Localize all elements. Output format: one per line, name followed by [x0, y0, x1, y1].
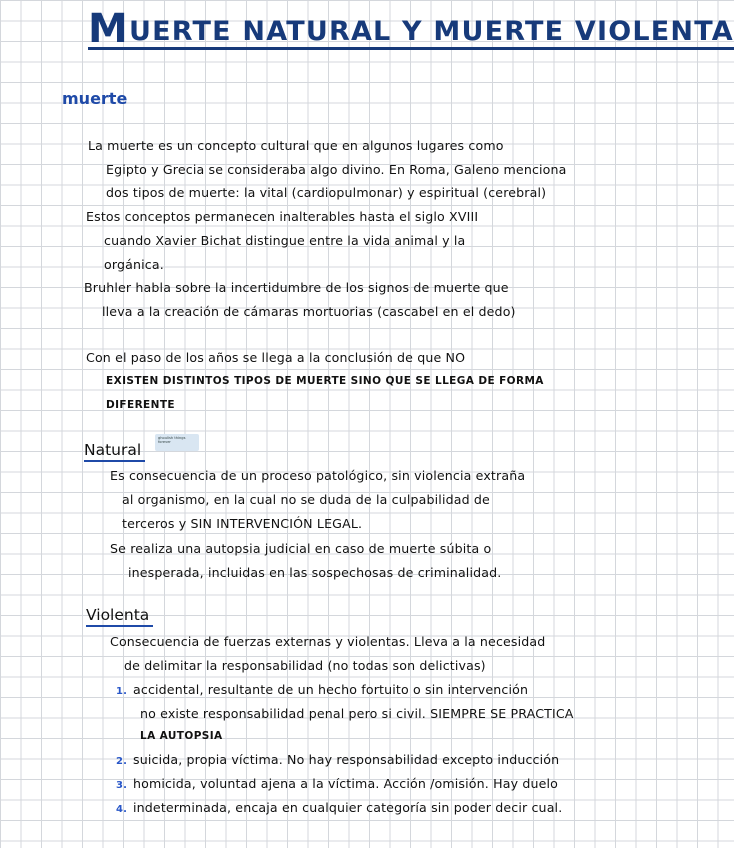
intro-line: La muerte es un concepto cultural que en algunos lugares como — [88, 138, 504, 153]
intro-line: orgánica. — [104, 257, 164, 272]
list-number: 3. — [116, 780, 128, 791]
conclusion-line-caps: EXISTEN DISTINTOS TIPOS DE MUERTE SINO QUE SE LLEGA DE FORMA — [106, 375, 544, 387]
intro-line: Egipto y Grecia se consideraba algo divino. En Roma, Galeno menciona — [106, 162, 567, 177]
heading-muerte: muerte — [62, 89, 128, 108]
violenta-list-item: 3. homicida, voluntad ajena a la víctima. Acción /omisión. Hay duelo — [116, 772, 558, 797]
intro-line: Bruhler habla sobre la incertidumbre de los signos de muerte que — [84, 280, 509, 295]
violenta-list-continuation: LA AUTOPSIA — [140, 730, 223, 742]
conclusion-line: Con el paso de los años se llega a la conclusión de que NO — [86, 350, 466, 365]
intro-line: Estos conceptos permanecen inalterables hasta el siglo XVIII — [86, 209, 479, 224]
natural-line: terceros y SIN INTERVENCIÓN LEGAL. — [122, 516, 363, 531]
natural-line: Se realiza una autopsia judicial en caso de muerte súbita o — [110, 541, 492, 556]
violenta-list-item: 1. accidental, resultante de un hecho fortuito o sin intervención — [116, 678, 528, 703]
page-title: MUERTE NATURAL Y MUERTE VIOLENTA — [88, 6, 734, 52]
intro-line: lleva a la creación de cámaras mortuorias (cascabel en el dedo) — [102, 304, 516, 319]
violenta-list-item: 4. indeterminada, encaja en cualquier categoría sin poder decir cual. — [116, 796, 562, 821]
sticker-image: ghoulish things forever — [155, 434, 199, 451]
list-number: 2. — [116, 756, 128, 767]
intro-line: cuando Xavier Bichat distingue entre la vida animal y la — [104, 233, 466, 248]
natural-line: al organismo, en la cual no se duda de la culpabilidad de — [122, 492, 490, 507]
violenta-list-continuation: no existe responsabilidad penal pero si civil. SIEMPRE SE PRACTICA — [140, 706, 574, 721]
violenta-line: Consecuencia de fuerzas externas y violentas. Lleva a la necesidad — [110, 634, 546, 649]
natural-line: Es consecuencia de un proceso patológico, sin violencia extraña — [110, 468, 526, 483]
natural-line: inesperada, incluidas en las sospechosas de criminalidad. — [128, 565, 502, 580]
conclusion-line-caps: DIFERENTE — [106, 399, 175, 411]
violenta-list-item: 2. suicida, propia víctima. No hay responsabilidad excepto inducción — [116, 748, 559, 773]
section-heading-natural: Natural — [84, 441, 145, 462]
list-number: 4. — [116, 804, 128, 815]
intro-line: dos tipos de muerte: la vital (cardiopulmonar) y espiritual (cerebral) — [106, 185, 547, 200]
violenta-line: de delimitar la responsabilidad (no todas son delictivas) — [124, 658, 486, 673]
list-number: 1. — [116, 686, 128, 697]
section-heading-violenta: Violenta — [86, 606, 153, 627]
